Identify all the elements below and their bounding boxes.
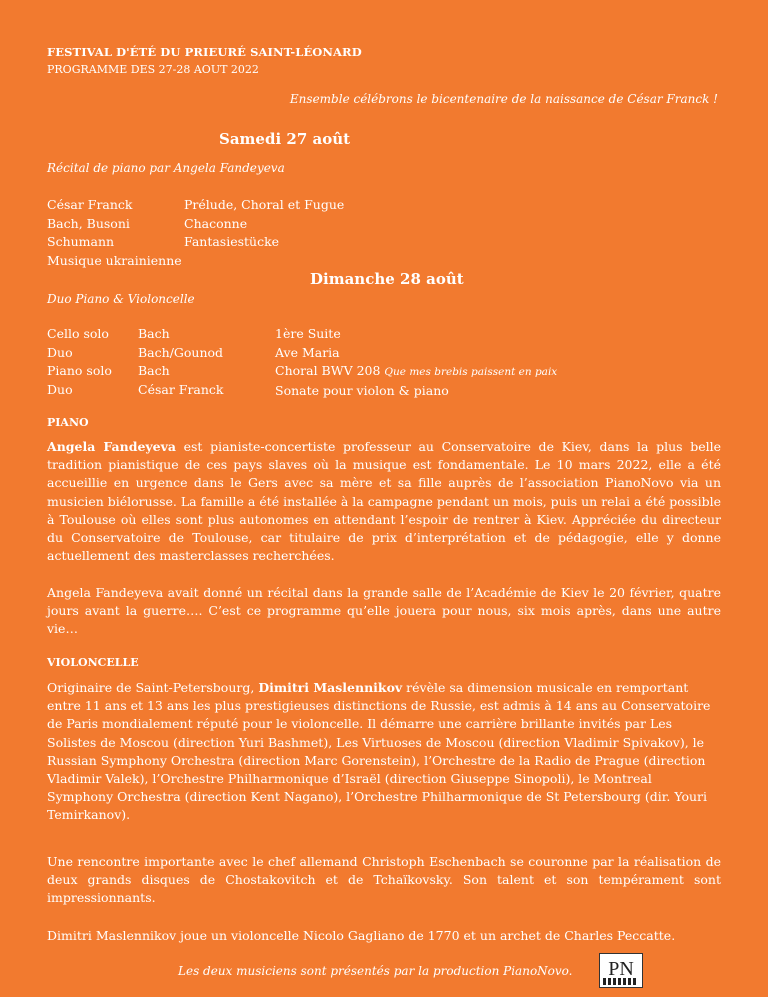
program-composer: Musique ukrainienne (47, 252, 182, 268)
saturday-composers (47, 196, 182, 270)
program-work: Fantasiestücke (184, 234, 280, 249)
program-form: Cello solo (47, 326, 109, 341)
program-composer: Bach (138, 363, 170, 378)
program-work: Choral BWV 208 (275, 363, 381, 378)
program-work: Prélude, Choral et Fugue (184, 197, 345, 212)
program-composer: Bach/Gounod (138, 344, 224, 360)
cello-paragraph-1-text: révèle sa dimension musicale en remportant entre 11 ans et 13 ans les plus prestigieuses distinctions de Russie, est admis à 14 ans au Conservatoire de Paris mondialement réputé pour le violoncelle. Il démarre une carrière brillante invités par Les Solistes de Moscou (direction Yuri Bashmet), Les Virtuoses de Moscou (direction Vladimir Spivakov), le Russian Symphony Orchestra (direction Marc Gorenstein), l’Orchestre de la Radio de Prague (direction Vladimir Valek), l’Orchestre Philharmonique d’Israël (direction Giuseppe Sinopoli), le Montreal Symphony Orchestra (direction Kent Nagano), l’Orchestre Philharmonique de St Petersbourg (dir. Youri Temirkanov). (47, 680, 711, 823)
pianonovo-logo (599, 953, 643, 988)
piano-heading: PIANO (47, 416, 89, 429)
program-composer: César Franck (47, 197, 133, 212)
program-form: Duo (47, 381, 73, 397)
sunday-works (275, 325, 557, 400)
sunday-title: Dimanche 28 août (310, 270, 464, 288)
cello-paragraph-2: Une rencontre importante avec le chef allemand Christoph Eschenbach se couronne par la réalisation de deux grands disques de Chostakovitch et de Tchaïkovsky. Son talent et son tempérament sont impressionnants. (47, 854, 721, 906)
program-work-with-note (275, 362, 557, 382)
pianist-name: Angela Fandeyeva (47, 439, 176, 454)
program-work: Ave Maria (275, 344, 340, 360)
cellist-name: Dimitri Maslennikov (258, 680, 403, 695)
cello-paragraph-1 (47, 679, 721, 825)
sunday-subtitle: Duo Piano & Violoncelle (47, 292, 195, 306)
footer-credit: Les deux musiciens sont présentés par la production PianoNovo. (178, 964, 573, 978)
saturday-subtitle: Récital de piano par Angela Fandeyeva (47, 161, 285, 175)
program-form: Duo (47, 344, 73, 360)
cello-paragraph-1-pre: Originaire de Saint-Petersbourg, (47, 680, 259, 695)
tagline: Ensemble célébrons le bicentenaire de la naissance de César Franck ! (289, 92, 718, 106)
festival-title: FESTIVAL D'ÉTÉ DU PRIEURÉ SAINT-LÉONARD (47, 45, 362, 59)
pianonovo-logo-icon (600, 954, 642, 987)
program-composer: Bach (138, 326, 170, 341)
program-work: Chaconne (184, 215, 248, 231)
logo-letters: PN (608, 958, 634, 980)
program-form: Piano solo (47, 363, 112, 378)
program-work-note: Que mes brebis paissent en paix (384, 366, 558, 378)
cello-paragraph-3: Dimitri Maslennikov joue un violoncelle Nicolo Gagliano de 1770 et un archet de Charles Peccatte. (47, 928, 676, 943)
program-dates: PROGRAMME DES 27-28 AOUT 2022 (47, 63, 259, 76)
cello-heading: VIOLONCELLE (47, 656, 139, 669)
program-composer: César Franck (138, 381, 224, 397)
program-composer: Schumann (47, 234, 115, 249)
saturday-works (184, 196, 344, 252)
saturday-title: Samedi 27 août (219, 130, 351, 148)
sunday-composers (138, 325, 224, 399)
program-work: 1ère Suite (275, 326, 341, 341)
program-work: Sonate pour violon & piano (275, 382, 449, 398)
program-composer: Bach, Busoni (47, 215, 130, 231)
piano-paragraph-1 (47, 438, 721, 565)
sunday-forms (47, 325, 112, 399)
piano-paragraph-2: Angela Fandeyeva avait donné un récital dans la grande salle de l’Académie de Kiev le 20 février, quatre jours avant la guerre…. C’est ce programme qu’elle jouera pour nous, six mois après, dans une autre vie… (47, 585, 721, 637)
piano-paragraph-1-text: est pianiste-concertiste professeur au Conservatoire de Kiev, dans la plus belle tradition pianistique de ces pays slaves où la musique est fondamentale. Le 10 mars 2022, elle a été accueillie en urgence dans le Gers avec sa mère et sa fille auprès de l’association PianoNovo via un musicien biélorusse. La famille a été installée à la campagne pendant un mois, puis un relai a été possible à Toulouse où elles sont plus autonomes en attendant l’espoir de rentrer à Kiev. Appréciée du directeur du Conservatoire de Toulouse, car titulaire de prix d’interprétation et de pédagogie, elle y donne actuellement des masterclasses recherchées. (47, 439, 721, 564)
